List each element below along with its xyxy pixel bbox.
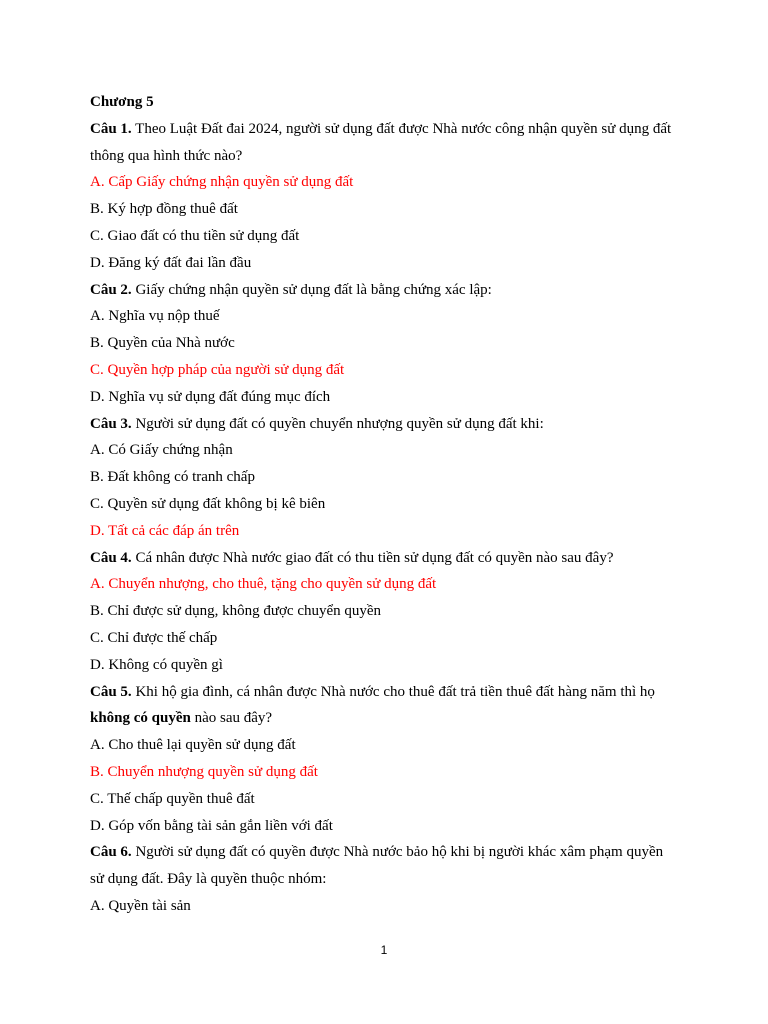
question-1-option-a: A. Cấp Giấy chứng nhận quyền sử dụng đất <box>90 174 354 191</box>
question-3-text <box>90 411 690 438</box>
question-2-text-line1: Giấy chứng nhận quyền sử dụng đất là bằng chứng xác lập: <box>131 281 492 298</box>
question-5-option-c: C. Thế chấp quyền thuê đất <box>90 790 255 807</box>
question-4-option-b: B. Chỉ được sử dụng, không được chuyển quyền <box>90 603 382 620</box>
question-3-label: Câu 3. <box>90 415 132 432</box>
question-6-label: Câu 6. <box>90 844 132 861</box>
question-2-label: Câu 2. <box>90 281 132 298</box>
question-5-option-a: A. Cho thuê lại quyền sử dụng đất <box>90 737 296 754</box>
chapter-title: Chương 5 <box>90 94 154 110</box>
question-4-label: Câu 4. <box>90 549 132 566</box>
question-6-text-line1: Người sử dụng đất có quyền được Nhà nước bảo hộ khi bị người khác xâm phạm quyền <box>131 844 664 861</box>
question-3-option-a: A. Có Giấy chứng nhận <box>90 442 233 459</box>
question-5-option-d: D. Góp vốn bằng tài sản gắn liền với đất <box>90 817 333 834</box>
question-3-option-c: C. Quyền sử dụng đất không bị kê biên <box>90 495 326 512</box>
question-5-text <box>90 679 690 706</box>
question-4-text <box>90 545 690 572</box>
question-4-text-line1: Cá nhân được Nhà nước giao đất có thu tiền sử dụng đất có quyền nào sau đây? <box>131 549 614 566</box>
question-1-text <box>90 116 690 143</box>
question-5-text-line1: Khi hộ gia đình, cá nhân được Nhà nước cho thuê đất trả tiền thuê đất hàng năm thì họ <box>131 683 655 700</box>
question-6-option-a: A. Quyền tài sản <box>90 897 191 914</box>
question-3-text-line1: Người sử dụng đất có quyền chuyển nhượng quyền sử dụng đất khi: <box>131 415 544 432</box>
question-1-text-line1: Theo Luật Đất đai 2024, người sử dụng đất được Nhà nước công nhận quyền sử dụng đất <box>131 120 672 137</box>
question-1-option-c: C. Giao đất có thu tiền sử dụng đất <box>90 227 300 244</box>
question-4-option-c: C. Chỉ được thế chấp <box>90 629 218 646</box>
page-content <box>90 89 690 920</box>
question-5-text-line2-rest: nào sau đây? <box>190 710 273 727</box>
question-5-label: Câu 5. <box>90 683 132 700</box>
question-2-option-c: C. Quyền hợp pháp của người sử dụng đất <box>90 361 345 378</box>
question-5-emphasis: không có quyền <box>90 710 191 727</box>
question-2-option-d: D. Nghĩa vụ sử dụng đất đúng mục đích <box>90 388 331 405</box>
question-2-text <box>90 277 690 304</box>
question-1-option-b: B. Ký hợp đồng thuê đất <box>90 201 238 218</box>
page-number: 1 <box>380 943 388 957</box>
question-5-option-b: B. Chuyển nhượng quyền sử dụng đất <box>90 763 318 780</box>
question-2-option-a: A. Nghĩa vụ nộp thuế <box>90 308 220 325</box>
question-3-option-b: B. Đất không có tranh chấp <box>90 469 255 486</box>
question-5-text-line2 <box>90 705 690 732</box>
question-1-text-line2: thông qua hình thức nào? <box>90 147 243 164</box>
question-1-label: Câu 1. <box>90 120 132 137</box>
question-1-option-d: D. Đăng ký đất đai lần đầu <box>90 254 252 271</box>
question-6-text-line2: sử dụng đất. Đây là quyền thuộc nhóm: <box>90 871 327 888</box>
question-4-option-a: A. Chuyển nhượng, cho thuê, tặng cho quyền sử dụng đất <box>90 576 437 593</box>
question-6-text <box>90 839 690 866</box>
question-3-option-d: D. Tất cả các đáp án trên <box>90 522 240 539</box>
question-4-option-d: D. Không có quyền gì <box>90 656 223 673</box>
question-2-option-b: B. Quyền của Nhà nước <box>90 335 235 352</box>
